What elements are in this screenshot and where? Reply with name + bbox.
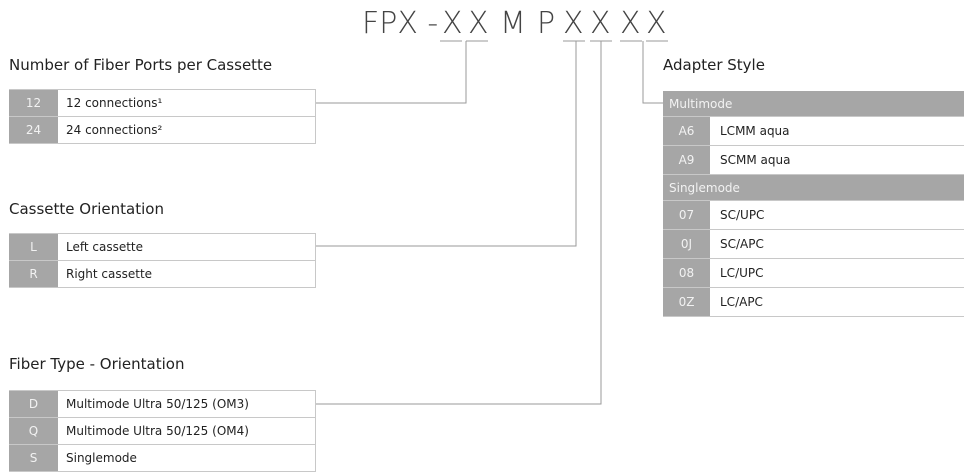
- connector-orientation: [316, 41, 576, 246]
- adapter-row: [663, 117, 964, 146]
- connector-fiber-ports: [316, 41, 466, 103]
- option-desc: SC/UPC: [720, 208, 765, 222]
- fiber-type-row: [9, 418, 316, 445]
- orientation-row: [9, 233, 316, 261]
- adapter-row: [663, 288, 964, 317]
- option-desc: 24 connections²: [58, 117, 316, 143]
- option-desc: Multimode Ultra 50/125 (OM3): [58, 391, 316, 417]
- part-code-prefix: FPX -: [362, 6, 439, 41]
- option-desc: SCMM aqua: [720, 153, 791, 167]
- option-desc: LCMM aqua: [720, 124, 790, 138]
- option-desc: Right cassette: [58, 261, 316, 287]
- fiber-ports-table: [9, 89, 316, 144]
- option-desc: Multimode Ultra 50/125 (OM4): [58, 418, 316, 444]
- option-code: 0J: [663, 230, 710, 258]
- option-desc: 12 connections¹: [58, 90, 316, 116]
- adapter-row: [663, 201, 964, 230]
- part-code-char-3: M: [500, 6, 526, 41]
- option-code: 12: [9, 90, 58, 116]
- option-code: L: [9, 234, 58, 260]
- option-desc: SC/APC: [720, 237, 764, 251]
- option-code: 0Z: [663, 288, 710, 316]
- part-code-char-8: X: [646, 6, 667, 41]
- option-code: R: [9, 261, 58, 287]
- adapter-group-multimode: Multimode: [663, 91, 964, 117]
- adapter-group-singlemode: Singlemode: [663, 175, 964, 201]
- option-desc: LC/UPC: [720, 266, 764, 280]
- connector-fiber-type: [316, 41, 601, 404]
- orientation-table: [9, 233, 316, 288]
- option-desc: Singlemode: [58, 445, 316, 471]
- option-code: 07: [663, 201, 710, 229]
- option-code: S: [9, 445, 58, 471]
- fiber-ports-row: [9, 117, 316, 144]
- part-code-char-6: X: [590, 6, 611, 41]
- orientation-title: Cassette Orientation: [9, 200, 164, 218]
- option-code: 08: [663, 259, 710, 287]
- fiber-type-table: [9, 390, 316, 472]
- part-code-char-2: X: [468, 6, 489, 41]
- adapter-style-title: Adapter Style: [663, 56, 765, 74]
- fiber-ports-title: Number of Fiber Ports per Cassette: [9, 56, 273, 74]
- option-code: A6: [663, 117, 710, 145]
- option-code: D: [9, 391, 58, 417]
- connector-adapter-style: [643, 41, 663, 103]
- option-code: 24: [9, 117, 58, 143]
- orientation-row: [9, 261, 316, 288]
- part-code-char-5: X: [563, 6, 584, 41]
- fiber-type-row: [9, 445, 316, 472]
- adapter-row: [663, 259, 964, 288]
- adapter-style-table: [663, 91, 964, 317]
- fiber-ports-row: [9, 89, 316, 117]
- part-code-char-7: X: [620, 6, 641, 41]
- adapter-row: [663, 146, 964, 175]
- option-code: Q: [9, 418, 58, 444]
- adapter-row: [663, 230, 964, 259]
- fiber-type-title: Fiber Type - Orientation: [9, 355, 185, 373]
- fiber-type-row: [9, 390, 316, 418]
- option-desc: LC/APC: [720, 295, 763, 309]
- part-code-char-4: P: [537, 6, 556, 41]
- option-code: A9: [663, 146, 710, 174]
- option-desc: Left cassette: [58, 234, 316, 260]
- part-code-char-1: X: [442, 6, 463, 41]
